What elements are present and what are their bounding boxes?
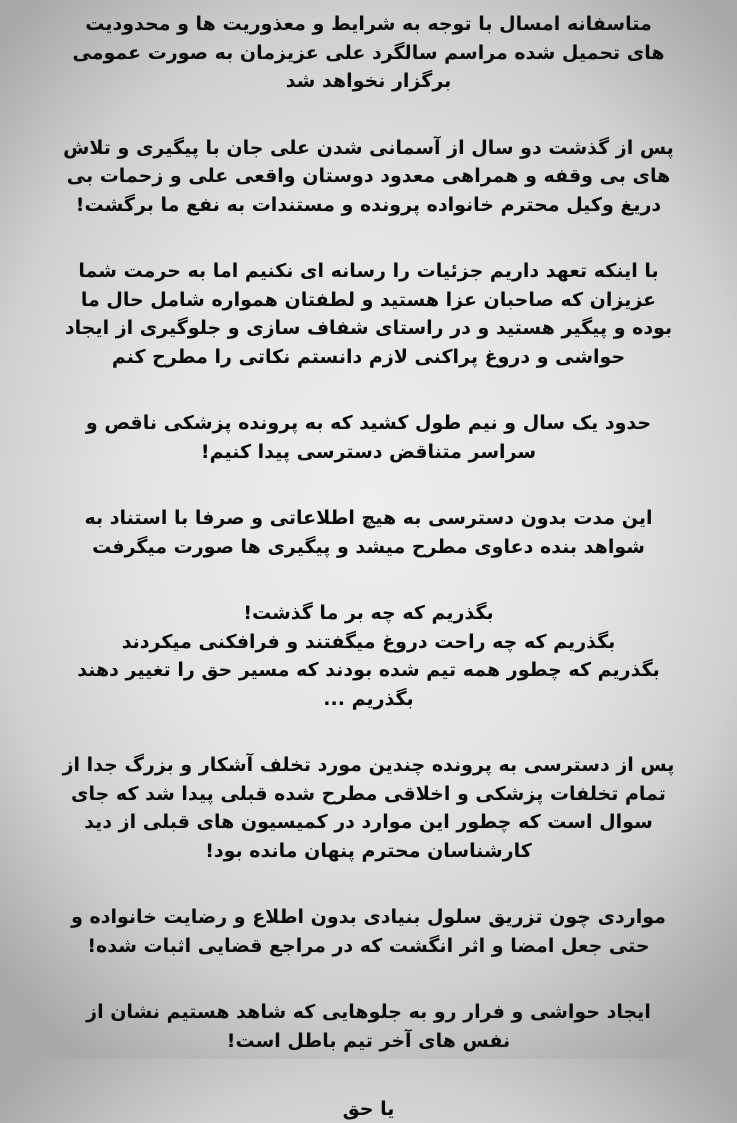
paragraph-ceremony-notice [44, 10, 693, 96]
paragraph-spacer [44, 1055, 693, 1095]
paragraph-spacer [44, 865, 693, 903]
paragraph-without-access [44, 504, 693, 561]
text-line: های تحمیل شده مراسم سالگرد علی عزیزمان به صورت عمومی [72, 41, 665, 64]
text-line: این مدت بدون دسترسی به هیچ اطلاعاتی و صرفا با استناد به [84, 507, 653, 529]
text-line: متاسفانه امسال با توجه به شرایط و معذوریت ها و محدودیت [85, 13, 652, 35]
paragraph-case-returned [44, 134, 693, 220]
text-line: های بی وقفه و همراهی معدود دوستان واقعی علی و زحمات بی [66, 165, 671, 187]
paragraph-stem-cell [44, 903, 693, 960]
paragraph-last-breaths [44, 998, 693, 1055]
paragraph-clarification [44, 257, 693, 371]
paragraph-spacer [44, 561, 693, 599]
paragraph-spacer [44, 466, 693, 504]
text-line: بگذریم که چه بر ما گذشت! [243, 602, 494, 624]
text-line: بگذریم که چطور همه تیم شده بودند که مسیر حق را تغییر دهند [77, 659, 660, 681]
text-line: نفس های آخر تیم باطل است! [226, 1029, 511, 1052]
text-line: بگذریم که چه راحت دروغ میگفتند و فرافکنی میکردند [121, 630, 616, 653]
text-line: دریغ وکیل محترم خانواده پرونده و مستندات به نفع ما برگشت! [75, 193, 662, 216]
text-line: ایجاد حواشی و فرار رو به جلوهایی که شاهد هستیم نشان از [86, 1001, 651, 1023]
paragraph-spacer [44, 371, 693, 409]
paragraph-violations-found [44, 751, 693, 865]
text-line: بوده و پیگیر هستید و در راستای شفاف سازی و جلوگیری از ایجاد [64, 317, 673, 339]
text-line: حواشی و دروغ پراکنی لازم دانستم نکاتی را مطرح کنم [111, 345, 626, 368]
text-line: سراسر متناقض دسترسی پیدا کنیم! [200, 440, 537, 463]
closing-signoff: یا حق [342, 1098, 395, 1120]
text-line: پس از گذشت دو سال از آسمانی شدن علی جان با پیگیری و تلاش [63, 136, 674, 159]
paragraph-medical-file [44, 409, 693, 466]
paragraph-let-us-pass [44, 599, 693, 713]
paragraph-spacer [44, 96, 693, 134]
text-line: شواهد بنده دعاوی مطرح میشد و پیگیری ها صورت میگرفت [92, 535, 645, 558]
text-line: بگذریم ... [323, 687, 414, 710]
text-line: حتی جعل امضا و اثر انگشت که در مراجع قضایی اثبات شده! [87, 934, 650, 957]
text-line: عزیزان که صاحبان عزا هستید و لطفتان همواره شامل حال ما [80, 288, 657, 311]
paragraph-spacer [44, 960, 693, 998]
text-line: مواردی چون تزریق سلول بنیادی بدون اطلاع و رضایت خانواده و [71, 906, 666, 928]
text-line: با اینکه تعهد داریم جزئیات را رسانه ای نکنیم اما به حرمت شما [78, 260, 659, 282]
text-line: سوال است که چطور این موارد در کمیسیون های قبلی از دید [84, 811, 653, 833]
paragraph-spacer [44, 713, 693, 751]
text-line: برگزار نخواهد شد [285, 70, 452, 92]
text-line: کارشناسان محترم پنهان مانده بود! [205, 839, 532, 862]
text-line: تمام تخلفات پزشکی و اخلاقی مطرح شده قبلی پیدا شد که جای [71, 782, 666, 805]
text-line: پس از دسترسی به پرونده چندین مورد تخلف آشکار و بزرگ جدا از [62, 754, 675, 776]
text-line: حدود یک سال و نیم طول کشید که به پرونده پزشکی ناقص و [85, 412, 652, 434]
paragraph-spacer [44, 219, 693, 257]
